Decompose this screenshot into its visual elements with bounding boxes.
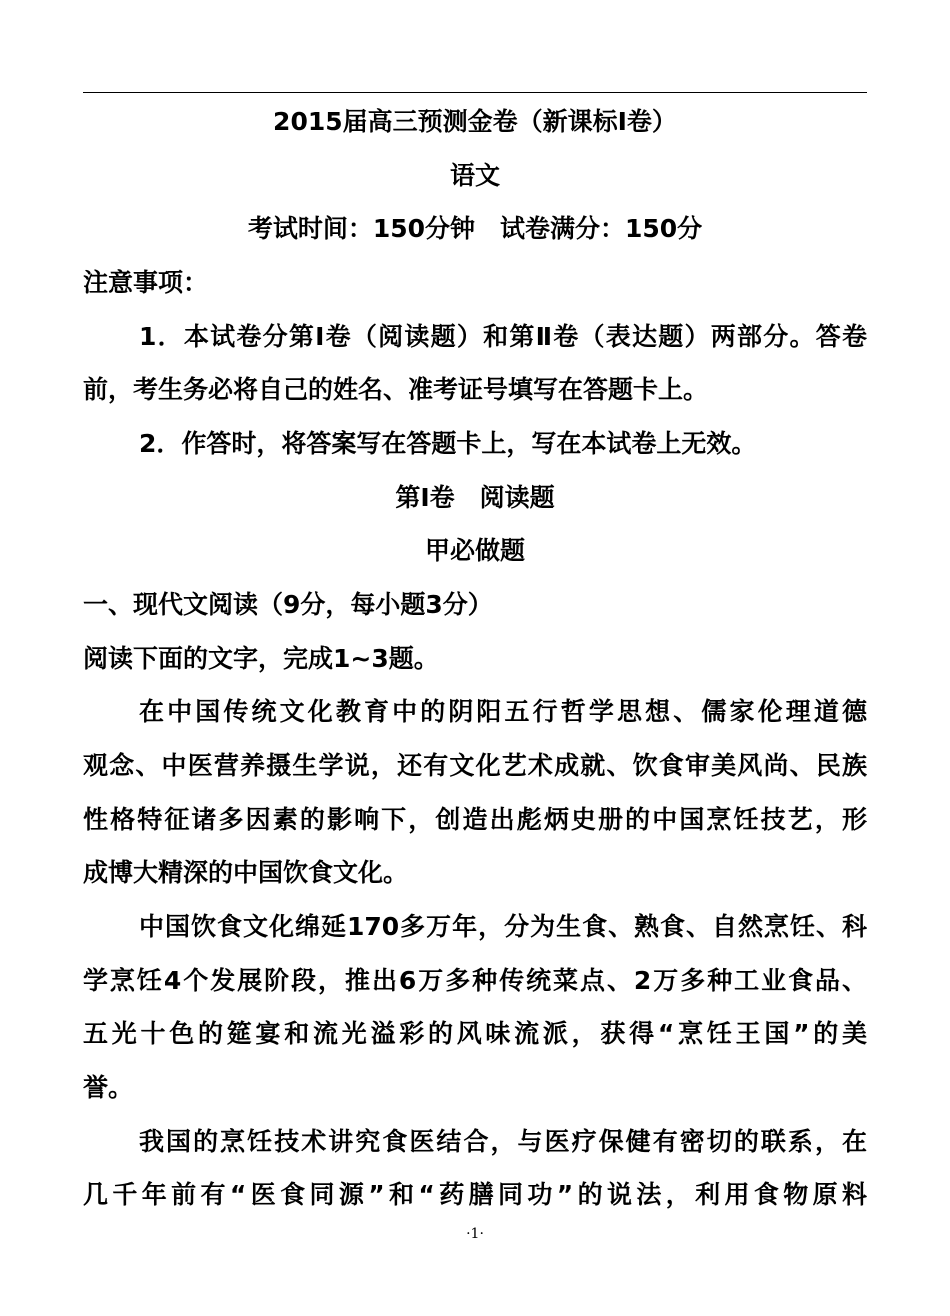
header-rule [83,92,867,93]
passage-p1-line-2: 观念、中医营养摄生学说，还有文化艺术成就、饮食审美风尚、民族 [83,751,867,780]
part-subtitle: 甲必做题 [424,536,525,565]
notice-heading: 注意事项： [83,268,209,297]
passage-p2-line-1: 中国饮食文化绵延170多万年，分为生食、熟食、自然烹饪、科 [139,912,867,941]
subject-title: 语文 [449,161,500,190]
passage-p2-line-4: 誉。 [83,1073,134,1102]
section-instruction: 阅读下面的文字，完成1~3题。 [83,644,439,673]
page-number: ·1· [466,1226,484,1242]
passage-p1-line-3: 性格特征诸多因素的影响下，创造出彪炳史册的中国烹饪技艺，形 [83,805,867,834]
notice-item-1-line-1: 1．本试卷分第Ⅰ卷（阅读题）和第Ⅱ卷（表达题）两部分。答卷 [139,322,867,351]
passage-p3-line-2: 几千年前有“医食同源”和“药膳同功”的说法，利用食物原料 [83,1180,867,1209]
exam-title: 2015届高三预测金卷（新课标Ⅰ卷） [273,107,677,136]
passage-p2-line-3: 五光十色的筵宴和流光溢彩的风味流派，获得“烹饪王国”的美 [83,1019,867,1048]
section-heading: 一、现代文阅读（9分，每小题3分） [83,590,493,619]
passage-p3-line-1: 我国的烹饪技术讲究食医结合，与医疗保健有密切的联系，在 [139,1127,867,1156]
notice-item-1-line-2: 前，考生务必将自己的姓名、准考证号填写在答题卡上。 [83,375,709,404]
part-title: 第Ⅰ卷 阅读题 [395,483,555,512]
passage-p1-line-1: 在中国传统文化教育中的阴阳五行哲学思想、儒家伦理道德 [139,697,867,726]
exam-info: 考试时间：150分钟 试卷满分：150分 [247,214,703,243]
notice-item-2: 2．作答时，将答案写在答题卡上，写在本试卷上无效。 [139,429,757,458]
passage-p1-line-4: 成博大精深的中国饮食文化。 [83,858,409,887]
passage-p2-line-2: 学烹饪4个发展阶段，推出6万多种传统菜点、2万多种工业食品、 [83,966,868,995]
